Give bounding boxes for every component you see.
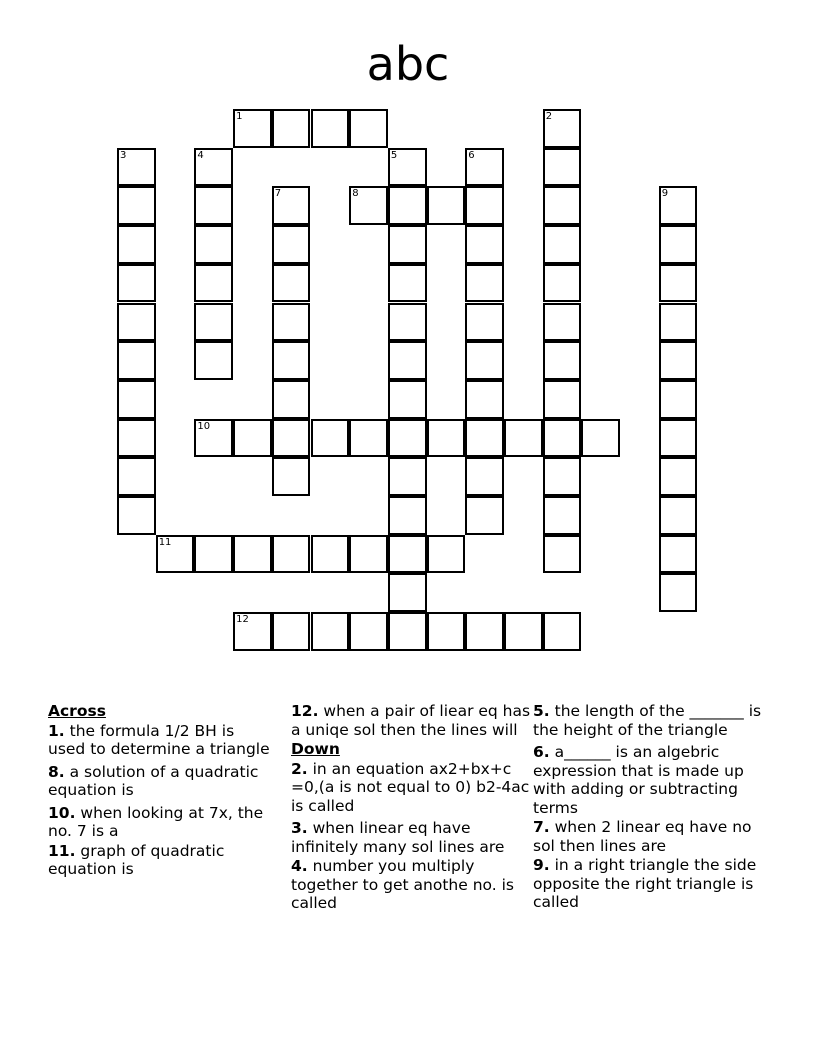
- grid-cell[interactable]: [272, 341, 311, 380]
- grid-cell[interactable]: [465, 303, 504, 342]
- clue-across-11: [48, 842, 273, 879]
- grid-cell[interactable]: [659, 380, 698, 419]
- grid-cell[interactable]: [504, 419, 543, 458]
- grid-cell[interactable]: [117, 419, 156, 458]
- clue-down-6: [533, 743, 773, 817]
- grid-cell[interactable]: [388, 612, 427, 651]
- grid-cell[interactable]: [233, 612, 272, 651]
- clue-number: 11.: [48, 841, 76, 860]
- cell-number: 6: [468, 149, 475, 161]
- grid-cell[interactable]: [465, 496, 504, 535]
- clue-text: a______ is an algebric expression that is made up with adding or subtracting terms: [533, 743, 744, 817]
- grid-cell[interactable]: [272, 264, 311, 303]
- grid-cell[interactable]: [465, 186, 504, 225]
- grid-cell[interactable]: [349, 612, 388, 651]
- grid-cell[interactable]: [388, 496, 427, 535]
- grid-cell[interactable]: [581, 419, 620, 458]
- grid-cell[interactable]: [388, 380, 427, 419]
- grid-cell[interactable]: [388, 225, 427, 264]
- grid-cell[interactable]: [465, 341, 504, 380]
- grid-cell[interactable]: [194, 303, 233, 342]
- grid-cell[interactable]: [543, 457, 582, 496]
- cell-number: 11: [158, 536, 172, 548]
- clue-down-5: [533, 702, 773, 739]
- grid-cell[interactable]: [272, 186, 311, 225]
- clue-text: in an equation ax2+bx+c =0,(a is not equal to 0) b2-4ac is called: [291, 759, 530, 815]
- clue-number: 4.: [291, 857, 308, 875]
- grid-cell[interactable]: [117, 264, 156, 303]
- grid-cell[interactable]: [156, 535, 195, 574]
- grid-cell[interactable]: [427, 186, 466, 225]
- grid-cell[interactable]: [659, 186, 698, 225]
- grid-cell[interactable]: [272, 612, 311, 651]
- grid-cell[interactable]: [659, 303, 698, 342]
- grid-cell[interactable]: [117, 380, 156, 419]
- grid-cell[interactable]: [388, 264, 427, 303]
- grid-cell[interactable]: [543, 612, 582, 651]
- grid-cell[interactable]: [349, 419, 388, 458]
- grid-cell[interactable]: [117, 186, 156, 225]
- cell-number: 9: [661, 188, 669, 200]
- grid-cell[interactable]: [233, 109, 272, 148]
- grid-cell[interactable]: [388, 341, 427, 380]
- grid-cell[interactable]: [659, 419, 698, 458]
- grid-cell[interactable]: [117, 303, 156, 342]
- grid-cell[interactable]: [117, 496, 156, 535]
- clue-number: 8.: [48, 762, 65, 781]
- cell-number: 5: [390, 149, 398, 161]
- clue-text: a solution of a quadratic equation is: [48, 762, 259, 799]
- grid-cell[interactable]: [659, 496, 698, 535]
- grid-cell[interactable]: [117, 148, 156, 187]
- grid-cell[interactable]: [194, 341, 233, 380]
- grid-cell[interactable]: [194, 186, 233, 225]
- grid-cell[interactable]: [659, 264, 698, 303]
- grid-cell[interactable]: [465, 264, 504, 303]
- cell-number: 7: [274, 188, 282, 200]
- grid-cell[interactable]: [543, 109, 582, 148]
- grid-cell[interactable]: [543, 419, 582, 458]
- grid-cell[interactable]: [543, 341, 582, 380]
- grid-cell[interactable]: [388, 186, 427, 225]
- grid-cell[interactable]: [465, 457, 504, 496]
- grid-cell[interactable]: [543, 225, 582, 264]
- grid-cell[interactable]: [311, 109, 350, 148]
- grid-cell[interactable]: [311, 612, 350, 651]
- clues-column-2: [291, 702, 531, 917]
- grid-cell[interactable]: [272, 109, 311, 148]
- clue-number: 6.: [533, 743, 550, 761]
- grid-cell[interactable]: [388, 419, 427, 458]
- down-heading: Down: [291, 740, 340, 758]
- grid-cell[interactable]: [233, 419, 272, 458]
- clue-down-9: [533, 856, 773, 912]
- grid-cell[interactable]: [427, 612, 466, 651]
- grid-cell[interactable]: [659, 341, 698, 380]
- grid-cell[interactable]: [543, 148, 582, 187]
- clue-text: when a pair of liear eq has a uniqe sol then the lines will: [291, 702, 531, 739]
- grid-cell[interactable]: [388, 535, 427, 574]
- grid-cell[interactable]: [349, 109, 388, 148]
- grid-cell[interactable]: [465, 148, 504, 187]
- grid-cell[interactable]: [311, 535, 350, 574]
- clue-number: 10.: [48, 803, 76, 822]
- clue-text: the formula 1/2 BH is used to determine a triangle: [48, 721, 270, 758]
- clue-number: 5.: [533, 702, 550, 720]
- across-heading: Across: [48, 702, 106, 720]
- grid-cell[interactable]: [194, 225, 233, 264]
- clue-down-7: [533, 818, 773, 855]
- grid-cell[interactable]: [311, 419, 350, 458]
- grid-cell[interactable]: [543, 380, 582, 419]
- grid-cell[interactable]: [465, 225, 504, 264]
- grid-cell[interactable]: [427, 535, 466, 574]
- clue-number: 2.: [291, 759, 308, 778]
- clue-text: the length of the _______ is the height of the triangle: [533, 702, 762, 739]
- grid-cell[interactable]: [117, 457, 156, 496]
- grid-cell[interactable]: [349, 535, 388, 574]
- cell-number: 4: [197, 149, 204, 161]
- grid-cell[interactable]: [504, 612, 543, 651]
- grid-cell[interactable]: [349, 186, 388, 225]
- grid-cell[interactable]: [427, 419, 466, 458]
- grid-cell[interactable]: [543, 496, 582, 535]
- grid-cell[interactable]: [388, 303, 427, 342]
- grid-cell[interactable]: [659, 225, 698, 264]
- clue-down-2: [291, 760, 531, 816]
- grid-cell[interactable]: [543, 535, 582, 574]
- clue-down-3: [291, 819, 531, 856]
- clue-text: graph of quadratic equation is: [48, 841, 225, 878]
- grid-cell[interactable]: [543, 264, 582, 303]
- grid-cell[interactable]: [194, 148, 233, 187]
- clue-down-4: [291, 857, 531, 913]
- cell-number: 2: [545, 111, 553, 122]
- grid-cell[interactable]: [233, 535, 272, 574]
- grid-cell[interactable]: [659, 535, 698, 574]
- grid-cell[interactable]: [194, 419, 233, 458]
- grid-cell[interactable]: [388, 573, 427, 612]
- grid-cell[interactable]: [388, 457, 427, 496]
- clue-number: 9.: [533, 856, 550, 874]
- grid-cell[interactable]: [659, 457, 698, 496]
- grid-cell[interactable]: [465, 380, 504, 419]
- grid-cell[interactable]: [272, 303, 311, 342]
- cell-number: 8: [352, 188, 359, 200]
- grid-cell[interactable]: [659, 573, 698, 612]
- grid-cell[interactable]: [272, 535, 311, 574]
- clue-number: 1.: [48, 721, 65, 740]
- clue-number: 7.: [533, 818, 550, 836]
- clue-across-8: [48, 763, 273, 800]
- clue-number: 12.: [291, 702, 319, 720]
- cell-number: 3: [120, 149, 127, 161]
- grid-cell[interactable]: [465, 419, 504, 458]
- clue-text: when 2 linear eq have no sol then lines are: [533, 818, 752, 855]
- grid-cell[interactable]: [272, 419, 311, 458]
- cell-number: 10: [197, 420, 211, 432]
- grid-cell[interactable]: [543, 186, 582, 225]
- cell-number: 12: [236, 614, 249, 626]
- grid-cell[interactable]: [194, 535, 233, 574]
- grid-cell[interactable]: [272, 457, 311, 496]
- clue-text: when linear eq have infinitely many sol lines are: [291, 819, 505, 856]
- grid-cell[interactable]: [117, 225, 156, 264]
- grid-cell[interactable]: [272, 225, 311, 264]
- clue-across-12: [291, 702, 531, 739]
- clue-text: number you multiply together to get anothe no. is called: [291, 857, 514, 912]
- clues-column-1: [48, 702, 273, 883]
- crossword-grid: [118, 110, 699, 653]
- grid-cell[interactable]: [272, 380, 311, 419]
- clue-number: 3.: [291, 819, 308, 837]
- grid-cell[interactable]: [543, 303, 582, 342]
- cell-number: 1: [236, 111, 243, 122]
- clue-across-10: [48, 804, 273, 841]
- grid-cell[interactable]: [388, 148, 427, 187]
- grid-cell[interactable]: [194, 264, 233, 303]
- clue-text: when looking at 7x, the no. 7 is a: [48, 803, 264, 840]
- clues-column-3: [533, 702, 773, 916]
- clue-across-1: [48, 722, 273, 759]
- grid-cell[interactable]: [117, 341, 156, 380]
- clue-text: in a right triangle the side opposite the right triangle is called: [533, 856, 757, 911]
- grid-cell[interactable]: [465, 612, 504, 651]
- puzzle-title: abc: [366, 37, 450, 91]
